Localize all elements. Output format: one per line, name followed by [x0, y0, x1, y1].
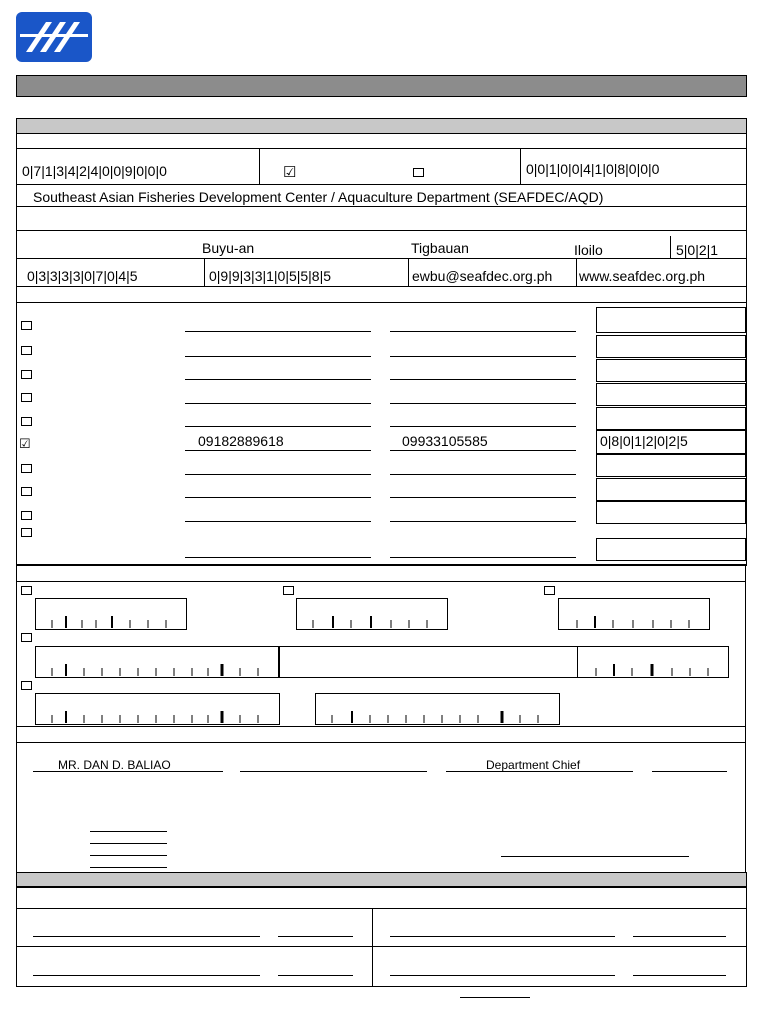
checkbox[interactable] [544, 586, 555, 595]
date-box[interactable] [596, 478, 746, 501]
text-box[interactable] [278, 646, 578, 678]
employer-name: Southeast Asian Fisheries Development Center / Aquaculture Department (SEAFDEC/AQD) [33, 189, 604, 205]
barangay: Buyu-an [202, 240, 255, 256]
mobile-2: 09933105585 [402, 433, 488, 449]
checkbox[interactable] [21, 321, 32, 330]
ticks [297, 612, 445, 628]
checkbox[interactable] [283, 586, 294, 595]
ticks [36, 707, 277, 723]
checkbox-checked[interactable]: ☑ [283, 164, 297, 181]
email: ewbu@seafdec.org.ph [412, 268, 553, 284]
province: Iloilo [574, 242, 603, 258]
ticks [36, 660, 277, 676]
ticks [36, 612, 184, 628]
checkbox[interactable] [21, 393, 32, 402]
checkbox[interactable] [21, 681, 32, 690]
checkbox-checked[interactable]: ☑ [19, 436, 31, 451]
signatory-name: MR. DAN D. BALIAO [58, 758, 171, 772]
checkbox[interactable] [413, 168, 424, 177]
checkbox[interactable] [21, 511, 32, 520]
checkbox[interactable] [21, 586, 32, 595]
phone-2: 0|9|9|3|3|1|0|5|5|8|5 [209, 268, 332, 284]
website: www.seafdec.org.ph [579, 268, 706, 284]
ticks [559, 612, 707, 628]
employer-number: 0|7|1|3|4|2|4|0|0|9|0|0|0 [22, 163, 167, 179]
date-box[interactable] [596, 359, 746, 382]
checkbox[interactable] [21, 370, 32, 379]
zip-code: 5|0|2|1 [676, 242, 719, 258]
checkbox[interactable] [21, 464, 32, 473]
phone-1: 0|3|3|3|3|0|7|0|4|5 [27, 268, 138, 284]
date-box[interactable] [596, 383, 746, 406]
date-box[interactable] [596, 501, 746, 524]
right-number: 0|0|1|0|0|4|1|0|8|0|0|0 [526, 161, 660, 177]
date-box[interactable] [596, 454, 746, 477]
date-box[interactable] [596, 407, 746, 430]
municipality: Tigbauan [411, 240, 469, 256]
checkbox[interactable] [21, 346, 32, 355]
date-box[interactable] [596, 335, 746, 358]
header-band [16, 75, 747, 97]
checkbox[interactable] [21, 487, 32, 496]
date-value: 0|8|0|1|2|0|2|5 [600, 433, 688, 449]
checkbox[interactable] [21, 633, 32, 642]
section-band [16, 118, 747, 134]
mobile-1: 09182889618 [198, 433, 284, 449]
signatory-position: Department Chief [486, 758, 581, 772]
checkbox[interactable] [21, 528, 32, 537]
checkbox[interactable] [21, 417, 32, 426]
date-box[interactable] [596, 307, 746, 333]
sss-logo-icon [16, 12, 92, 62]
ticks [316, 707, 557, 723]
date-box[interactable] [596, 538, 746, 561]
ticks [578, 660, 726, 676]
